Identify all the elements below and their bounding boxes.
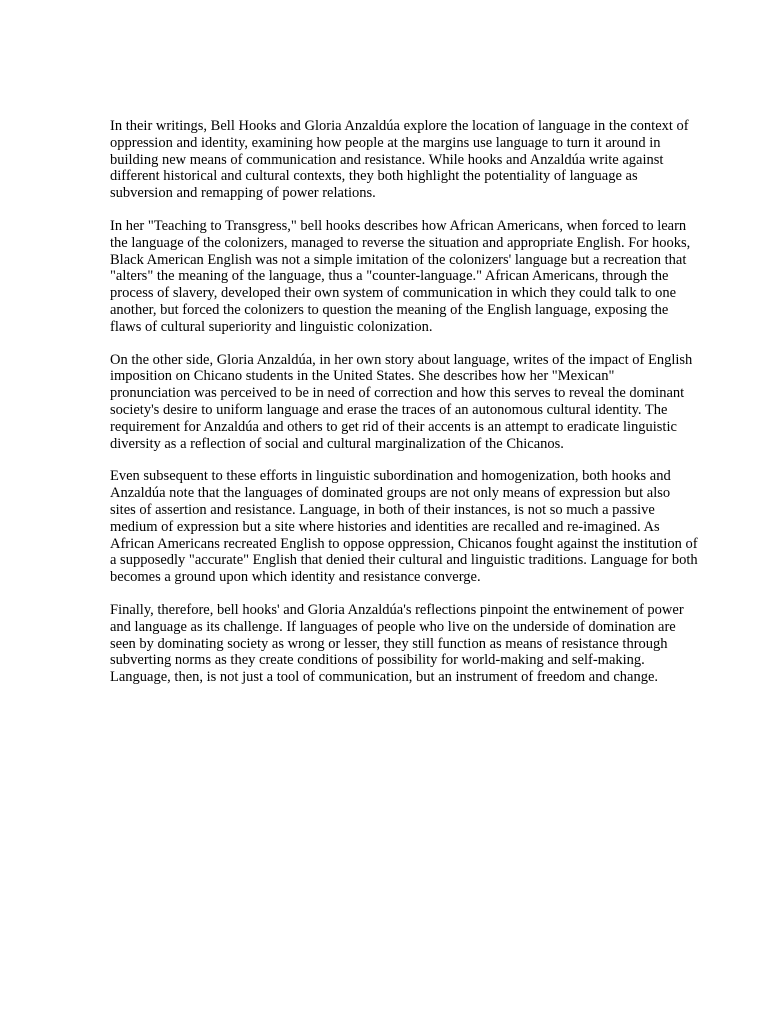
paragraph-3: On the other side, Gloria Anzaldúa, in her own story about language, writes of the impact of English imposition on Chicano students in the United States. She describes how her "Mexican" pronunciation was perceived to be in need of correction and how this serves to reveal the dominant society's desire to uniform language and erase the traces of an autonomous cultural identity. The requirement for Anzaldúa and others to get rid of their accents is an attempt to eradicate linguistic diversity as a reflection of social and cultural marginalization of the Chicanos.: [110, 351, 693, 452]
paragraph-4: Even subsequent to these efforts in linguistic subordination and homogenization, both hooks and Anzaldúa note that the languages of dominated groups are not only means of expression but also sites of assertion and resistance. Language, in both of their instances, is not so much a passive medium of expression but a site where histories and identities are recalled and re-imagined. As African Americans recreated English to oppose oppression, Chicanos fought against the institution of a supposedly "accurate" English that denied their cultural and linguistic traditions. Language for both becomes a ground upon which identity and resistance converge.: [110, 468, 698, 586]
document-body: [110, 118, 698, 702]
paragraph-2: In her "Teaching to Transgress," bell hooks describes how African Americans, when forced to learn the language of the colonizers, managed to reverse the situation and appropriate English. For hooks, Black American English was not a simple imitation of the colonizers' language but a recreation that "alters" the meaning of the language, thus a "counter-language." African Americans, through the process of slavery, developed their own system of communication in which they could talk to one another, but forced the colonizers to question the meaning of the English language, exposing the flaws of cultural superiority and linguistic colonization.: [110, 217, 691, 335]
paragraph-1: In their writings, Bell Hooks and Gloria Anzaldúa explore the location of language in the context of oppression and identity, examining how people at the margins use language to turn it around in building new means of communication and resistance. While hooks and Anzaldúa write against different historical and cultural contexts, they both highlight the potentiality of language as subversion and remapping of power relations.: [110, 118, 689, 202]
paragraph-5: Finally, therefore, bell hooks' and Gloria Anzaldúa's reflections pinpoint the entwinement of power and language as its challenge. If languages of people who live on the underside of domination are seen by dominating society as wrong or lesser, they still function as means of resistance through subverting norms as they create conditions of possibility for world-making and self-making. Language, then, is not just a tool of communication, but an instrument of freedom and change.: [110, 601, 684, 686]
